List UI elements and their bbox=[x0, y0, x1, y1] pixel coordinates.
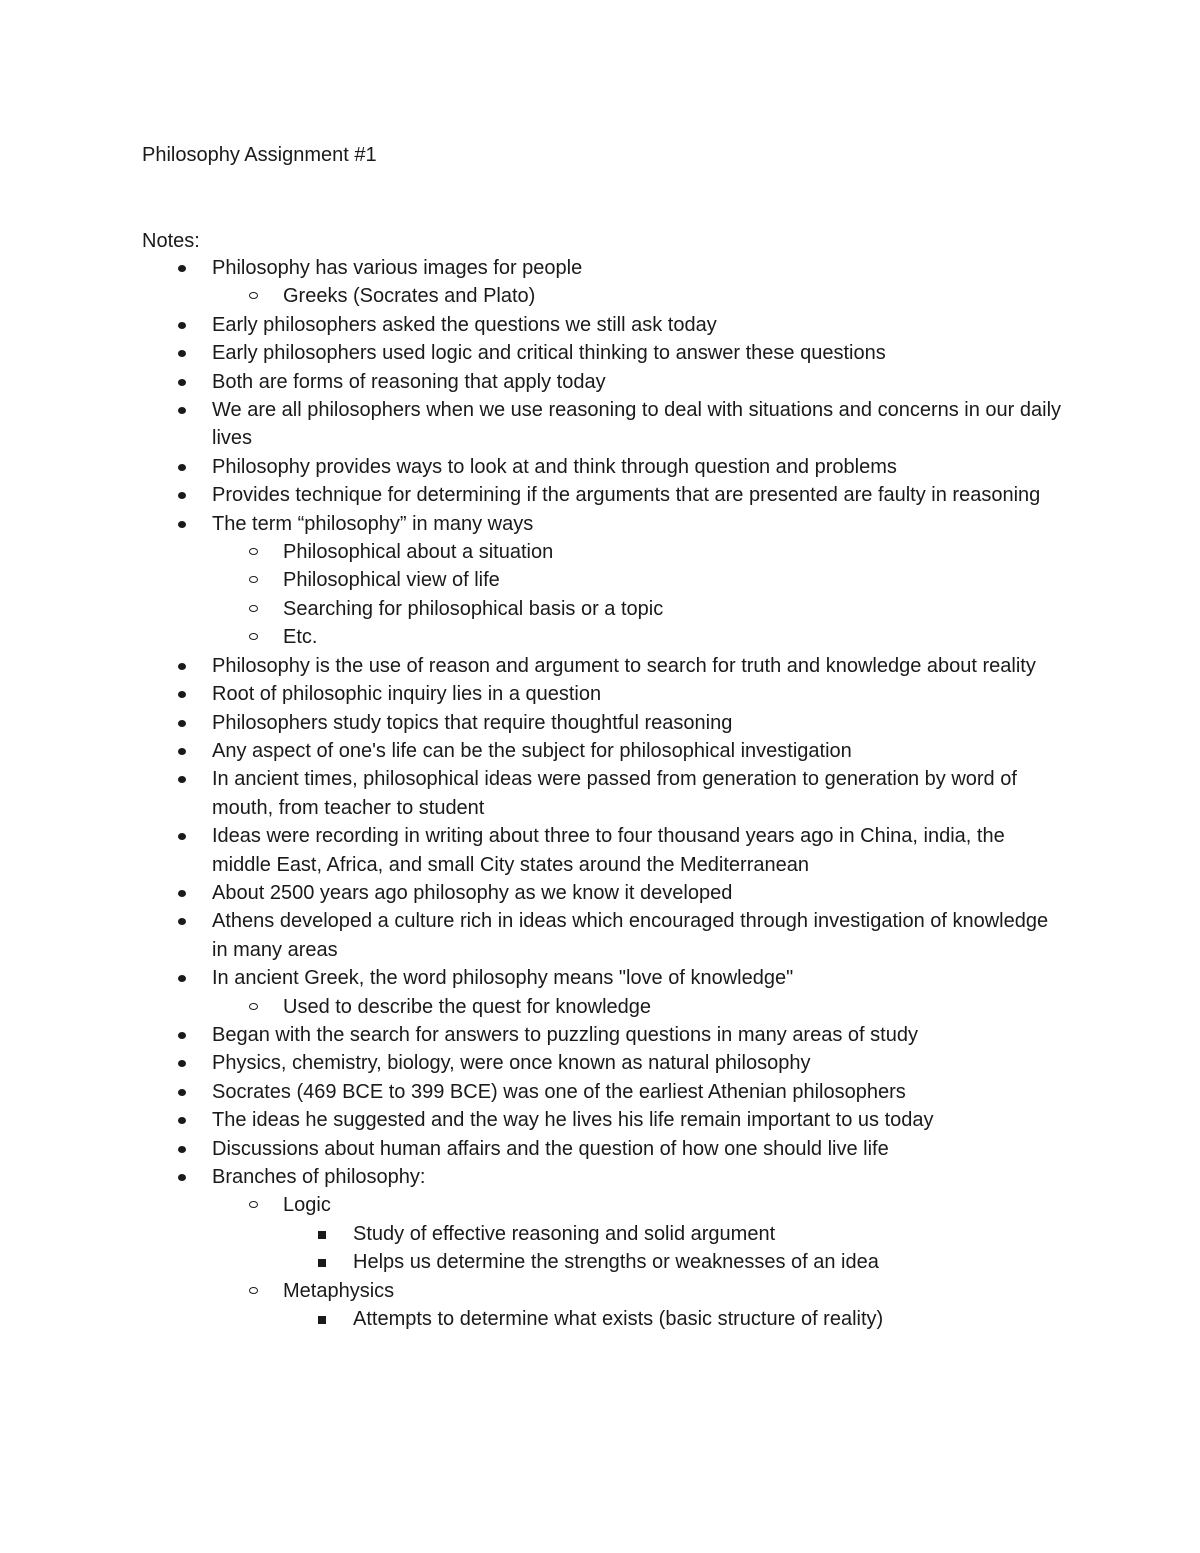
list-item bbox=[0, 1135, 1062, 1163]
list-item bbox=[0, 510, 1062, 538]
list-item-text: Searching for philosophical basis or a topic bbox=[283, 597, 664, 620]
list-item-text: Socrates (469 BCE to 399 BCE) was one of the earliest Athenian philosophers bbox=[212, 1080, 906, 1103]
list-item-text: Etc. bbox=[283, 626, 318, 649]
list-item bbox=[0, 765, 1062, 822]
square-bullet-icon bbox=[318, 1259, 326, 1267]
hollow-circle-bullet-icon bbox=[249, 605, 258, 612]
list-item-text: The term “philosophy” in many ways bbox=[212, 512, 534, 535]
list-item-text: Study of effective reasoning and solid argument bbox=[353, 1222, 776, 1245]
list-item bbox=[0, 1305, 1063, 1333]
hollow-circle-bullet-icon bbox=[249, 1003, 258, 1010]
filled-circle-bullet-icon bbox=[178, 350, 186, 357]
filled-circle-bullet-icon bbox=[178, 379, 186, 386]
filled-circle-bullet-icon bbox=[178, 748, 186, 755]
filled-circle-bullet-icon bbox=[178, 464, 186, 471]
list-item-text: About 2500 years ago philosophy as we know it developed bbox=[212, 881, 733, 904]
list-item bbox=[0, 481, 1062, 509]
list-item-text: Both are forms of reasoning that apply today bbox=[212, 370, 606, 393]
hollow-circle-bullet-icon bbox=[249, 292, 258, 299]
filled-circle-bullet-icon bbox=[178, 521, 186, 528]
list-item bbox=[0, 652, 1062, 680]
list-item bbox=[0, 1248, 1063, 1276]
list-item-text: Greeks (Socrates and Plato) bbox=[283, 285, 536, 308]
filled-circle-bullet-icon bbox=[178, 776, 186, 783]
filled-circle-bullet-icon bbox=[178, 1060, 186, 1067]
filled-circle-bullet-icon bbox=[178, 492, 186, 499]
list-item bbox=[0, 566, 1063, 594]
square-bullet-icon bbox=[318, 1316, 326, 1324]
filled-circle-bullet-icon bbox=[178, 720, 186, 727]
list-item-text: Philosophy is the use of reason and argument to search for truth and knowledge about reality bbox=[212, 654, 1036, 677]
list-item-text: Branches of philosophy: bbox=[212, 1166, 426, 1188]
hollow-circle-bullet-icon bbox=[249, 1201, 258, 1208]
list-item bbox=[0, 1049, 1062, 1077]
filled-circle-bullet-icon bbox=[178, 322, 186, 329]
list-item bbox=[0, 1220, 1063, 1248]
list-item-text: Philosophy provides ways to look at and think through question and problems bbox=[212, 455, 897, 478]
hollow-circle-bullet-icon bbox=[249, 1287, 258, 1294]
list-item bbox=[0, 964, 1062, 992]
filled-circle-bullet-icon bbox=[178, 407, 186, 414]
list-item-text: Philosophical view of life bbox=[283, 569, 500, 592]
list-item-text: Used to describe the quest for knowledge bbox=[283, 995, 651, 1018]
list-item-text: Any aspect of one's life can be the subject for philosophical investigation bbox=[212, 739, 852, 762]
list-item bbox=[0, 1106, 1062, 1134]
filled-circle-bullet-icon bbox=[178, 1117, 186, 1124]
list-item-text: Early philosophers used logic and critical thinking to answer these questions bbox=[212, 342, 886, 365]
filled-circle-bullet-icon bbox=[178, 890, 186, 897]
list-item bbox=[0, 907, 1062, 964]
list-item-text: Athens developed a culture rich in ideas which encouraged through investigation of knowledge in many areas bbox=[212, 910, 1054, 961]
list-item bbox=[0, 737, 1062, 765]
list-item bbox=[0, 993, 1063, 1021]
list-item bbox=[0, 822, 1062, 879]
list-item bbox=[0, 396, 1067, 453]
filled-circle-bullet-icon bbox=[178, 918, 186, 925]
list-item bbox=[0, 1078, 1062, 1106]
filled-circle-bullet-icon bbox=[178, 691, 186, 698]
list-item bbox=[0, 623, 1063, 651]
list-item bbox=[0, 879, 1062, 907]
list-item-text: In ancient Greek, the word philosophy means "love of knowledge" bbox=[212, 967, 794, 990]
filled-circle-bullet-icon bbox=[178, 833, 186, 840]
hollow-circle-bullet-icon bbox=[249, 548, 258, 555]
filled-circle-bullet-icon bbox=[178, 975, 186, 982]
list-item bbox=[0, 1277, 1063, 1305]
list-item-text: The ideas he suggested and the way he lives his life remain important to us today bbox=[212, 1109, 934, 1132]
list-item-text: Root of philosophic inquiry lies in a question bbox=[212, 683, 602, 706]
filled-circle-bullet-icon bbox=[178, 1032, 186, 1039]
list-item-text: Logic bbox=[283, 1194, 331, 1217]
list-item bbox=[0, 311, 1062, 339]
list-item bbox=[0, 368, 1062, 396]
list-item bbox=[0, 709, 1062, 737]
hollow-circle-bullet-icon bbox=[249, 576, 258, 583]
document-title: Philosophy Assignment #1 bbox=[142, 144, 377, 166]
square-bullet-icon bbox=[318, 1231, 326, 1239]
filled-circle-bullet-icon bbox=[178, 663, 186, 670]
list-item-text: Philosophers study topics that require thoughtful reasoning bbox=[212, 711, 733, 734]
filled-circle-bullet-icon bbox=[178, 1174, 186, 1181]
list-item bbox=[0, 1163, 1062, 1191]
list-item bbox=[0, 282, 1063, 310]
list-item-text: We are all philosophers when we use reasoning to deal with situations and concerns in our daily lives bbox=[212, 399, 1067, 450]
list-item bbox=[0, 339, 1062, 367]
list-item bbox=[0, 1191, 1063, 1219]
list-item-text: Discussions about human affairs and the question of how one should live life bbox=[212, 1137, 889, 1160]
list-item bbox=[0, 680, 1062, 708]
list-item-text: Early philosophers asked the questions we still ask today bbox=[212, 313, 717, 336]
list-item-text: Helps us determine the strengths or weaknesses of an idea bbox=[353, 1251, 879, 1274]
list-item-text: Ideas were recording in writing about three to four thousand years ago in China, india, the middle East, Africa, and small City states around the Mediterranean bbox=[212, 825, 1011, 876]
list-item-text: Attempts to determine what exists (basic structure of reality) bbox=[353, 1308, 884, 1331]
list-item-text: Metaphysics bbox=[283, 1279, 395, 1302]
notes-list bbox=[0, 254, 1200, 1333]
notes-label: Notes: bbox=[142, 230, 200, 252]
list-item bbox=[0, 595, 1063, 623]
list-item-text: Provides technique for determining if the arguments that are presented are faulty in reasoning bbox=[212, 484, 1041, 507]
list-item-text: Philosophy has various images for people bbox=[212, 257, 583, 279]
list-item-text: In ancient times, philosophical ideas were passed from generation to generation by word of mouth, from teacher to student bbox=[212, 768, 1023, 819]
list-item-text: Physics, chemistry, biology, were once known as natural philosophy bbox=[212, 1052, 811, 1075]
filled-circle-bullet-icon bbox=[178, 1089, 186, 1096]
list-item-text: Philosophical about a situation bbox=[283, 541, 554, 564]
list-item bbox=[0, 453, 1062, 481]
list-item-text: Began with the search for answers to puzzling questions in many areas of study bbox=[212, 1023, 918, 1046]
list-item bbox=[0, 538, 1063, 566]
list-item bbox=[0, 254, 1062, 282]
filled-circle-bullet-icon bbox=[178, 265, 186, 272]
hollow-circle-bullet-icon bbox=[249, 633, 258, 640]
filled-circle-bullet-icon bbox=[178, 1146, 186, 1153]
list-item bbox=[0, 1021, 1062, 1049]
